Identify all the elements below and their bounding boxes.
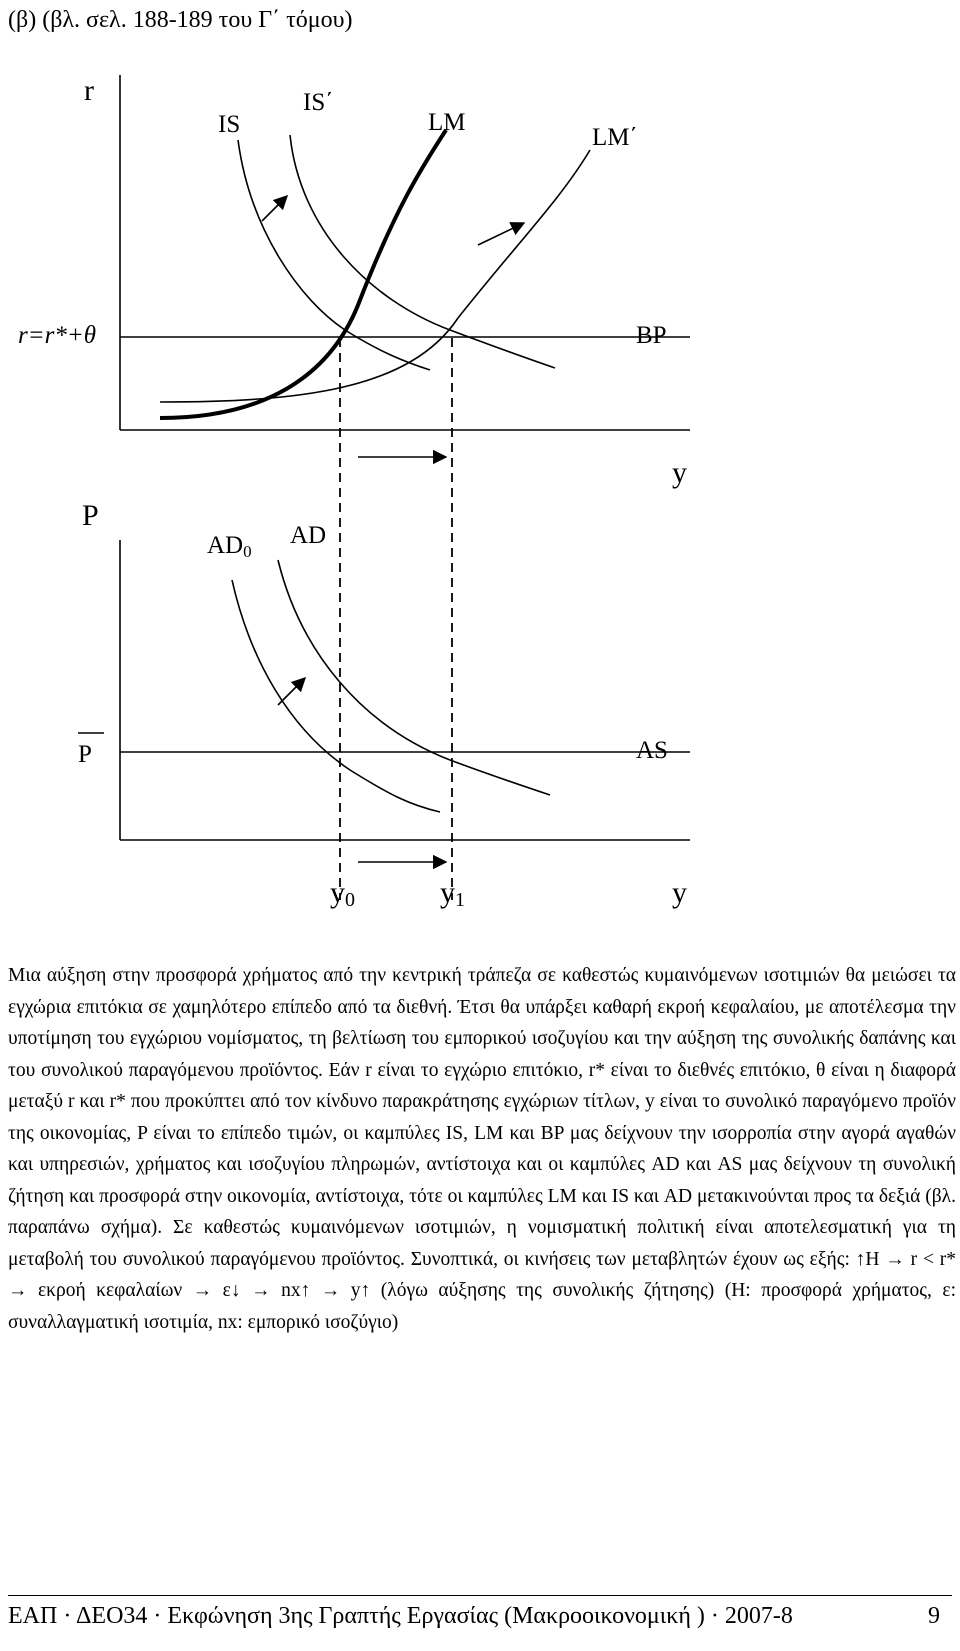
ad-label: AD [290,522,327,549]
upper-x-axis-label: y [672,456,687,489]
upper-y-axis-label: r [84,74,94,107]
is-shift-arrow [262,196,287,221]
lm-shift-arrow [478,223,524,245]
is-curve [238,140,430,370]
lm-label: LM [428,109,466,136]
ad-curve [278,560,550,795]
ad-shift-arrow [278,678,305,705]
explanation-paragraph [8,960,956,1338]
lower-x-axis-label: y [672,876,687,909]
lower-y-axis-label: P [82,499,99,532]
is-label: IS [218,111,241,138]
ad0-curve [232,580,440,812]
is-prime-label: IS΄ [303,89,334,116]
lm-prime-label: LM΄ [592,124,638,151]
y0-label: y0 [330,876,355,911]
pbar-label: P [78,741,92,768]
page-number: 9 [928,1603,940,1629]
lm-prime-curve [160,150,590,402]
as-label: AS [636,737,668,764]
footer-rule [8,1595,952,1596]
page-header: (β) (βλ. σελ. 188-189 του Γ΄ τόμου) [8,7,353,33]
y1-label: y1 [440,876,465,911]
bp-line-label: r=r*+θ [18,322,96,349]
ad0-label: AD0 [207,532,252,561]
footer-text: ΕΑΠ · ΔΕΟ34 · Εκφώνηση 3ης Γραπτής Εργασίας (Μακροοικονομική ) · 2007-8 [8,1603,793,1629]
bp-label: BP [636,322,667,349]
lm-curve [160,130,446,418]
paragraph-text: Μια αύξηση στην προσφορά χρήματος από την κεντρική τράπεζα σε καθεστώς κυμαινόμενων ισοτιμιών θα μειώσει τα εγχώρια επιτόκια σε χαμηλότερο επίπεδο από τα διεθνή. Έτσι θα υπάρξει καθαρή εκροή κεφαλαίου, με αποτέλεσμα την υποτίμηση του εγχώριου νομίσματος, τη βελτίωση του εμπορικού ισοζυγίου και την αύξηση της συνολικής δαπάνης και του συνολικού παραγόμενου προϊόντος. Εάν r είναι το εγχώριο επιτόκιο, r* είναι το διεθνές επιτόκιο, θ είναι η διαφορά μεταξύ r και r* που προκύπτει από τον κίνδυνο παρακράτησης εγχώριων τίτλων, y είναι το συνολικό παραγόμενο προϊόν της οικονομίας, P είναι το επίπεδο τιμών, οι καμπύλες IS, LM και BP μας δείχνουν την ισορροπία στην αγορά αγαθών και υπηρεσιών, χρήματος και ισοζυγίου πληρωμών, αντίστοιχα και οι καμπύλες AD και AS μας δείχνουν τη συνολική ζήτηση και προσφορά στην οικονομία, αντίστοιχα, τότε οι καμπύλες LM και IS και AD μετακινούνται προς τα δεξιά (βλ. παραπάνω σχήμα). Σε καθεστώς κυμαινόμενων ισοτιμιών, η νομισματική πολιτική είναι αποτελεσματική για τη μεταβολή του συνολικού παραγόμενου προϊόντος. Συνοπτικά, οι κινήσεις των μεταβλητών έχουν ως εξής: ↑H → r < r* → εκροή κεφαλαίων → ε↓ → nx↑ → y↑ (λόγω αύξησης της συνολικής ζήτησης) (H: προσφορά χρήματος, ε: συναλλαγματική ισοτιμία, nx: εμπορικό ισοζύγιο) [8,965,956,1333]
